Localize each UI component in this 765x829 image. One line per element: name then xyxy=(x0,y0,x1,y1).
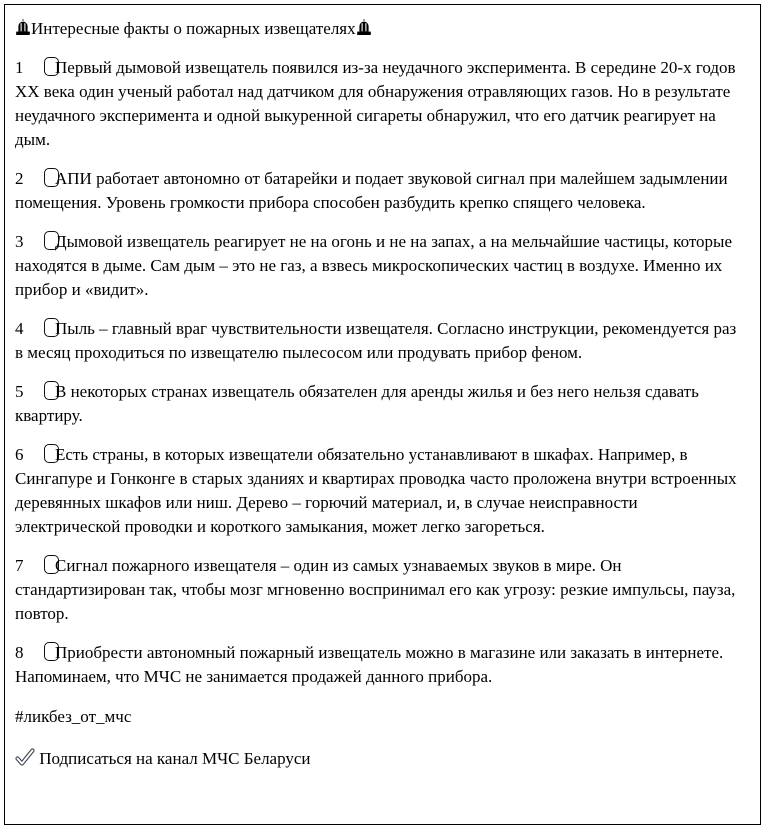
fact-text: АПИ работает автономно от батарейки и подает звуковой сигнал при малейшем задымлении помещения. Уровень громкости прибора способен разбудить крепко спящего человека. xyxy=(15,169,728,212)
document-page xyxy=(4,4,761,825)
subscribe-link[interactable] xyxy=(15,747,742,771)
page-title xyxy=(15,17,742,41)
fact-item xyxy=(15,230,742,302)
fact-number: 5 xyxy=(15,382,24,401)
fact-item xyxy=(15,380,742,428)
fact-text: Сигнал пожарного извещателя – один из самых узнаваемых звуков в мире. Он стандартизирован так, чтобы мозг мгновенно воспринимал его как угрозу: резкие импульсы, пауза, повтор. xyxy=(15,556,736,623)
fact-text: Приобрести автономный пожарный извещатель можно в магазине или заказать в интернете. Напоминаем, что МЧС не занимается продажей данного прибора. xyxy=(15,643,724,686)
hashtag-link[interactable]: #ликбез_от_мчс xyxy=(15,707,132,726)
fact-number: 1 xyxy=(15,58,24,77)
subscribe-label[interactable]: Подписаться на канал МЧС Беларуси xyxy=(39,749,311,768)
page-title-text: Интересные факты о пожарных извещателях xyxy=(31,19,356,38)
fact-item xyxy=(15,443,742,539)
check-icon xyxy=(15,748,35,766)
fact-item xyxy=(15,167,742,215)
beacon-icon xyxy=(356,19,372,36)
fact-text: Пыль – главный враг чувствительности извещателя. Согласно инструкции, рекомендуется раз в месяц проходиться по извещателю пылесосом или продувать прибор феном. xyxy=(15,319,737,362)
beacon-icon xyxy=(15,19,31,36)
fact-number: 3 xyxy=(15,232,24,251)
fact-number: 2 xyxy=(15,169,24,188)
fact-text: Есть страны, в которых извещатели обязательно устанавливают в шкафах. Например, в Сингапуре и Гонконге в старых зданиях и квартирах проводка часто проложена внутри встроенных деревянных шкафов или ниш. Дерево – горючий материал, и, в случае неисправности электрической проводки и короткого замыкания, может легко загореться. xyxy=(15,445,737,536)
fact-number: 4 xyxy=(15,319,24,338)
fact-item xyxy=(15,56,742,152)
fact-number: 8 xyxy=(15,643,24,662)
fact-text: Дымовой извещатель реагирует не на огонь и не на запах, а на мельчайшие частицы, которые находятся в дыме. Сам дым – это не газ, а взвесь микроскопических частиц в воздухе. Именно их прибор и «видит». xyxy=(15,232,733,299)
fact-number: 6 xyxy=(15,445,24,464)
fact-text: В некоторых странах извещатель обязателен для аренды жилья и без него нельзя сдавать квартиру. xyxy=(15,382,699,425)
facts-list xyxy=(15,56,742,689)
fact-number: 7 xyxy=(15,556,24,575)
fact-item xyxy=(15,554,742,626)
fact-item xyxy=(15,317,742,365)
fact-text: Первый дымовой извещатель появился из-за неудачного эксперимента. В середине 20-х годов XX века один ученый работал над датчиком для обнаружения отравляющих газов. Но в результате неудачного эксперимента и одной выкуренной сигареты обнаружил, что его датчик реагирует на дым. xyxy=(15,58,736,149)
fact-item xyxy=(15,641,742,689)
